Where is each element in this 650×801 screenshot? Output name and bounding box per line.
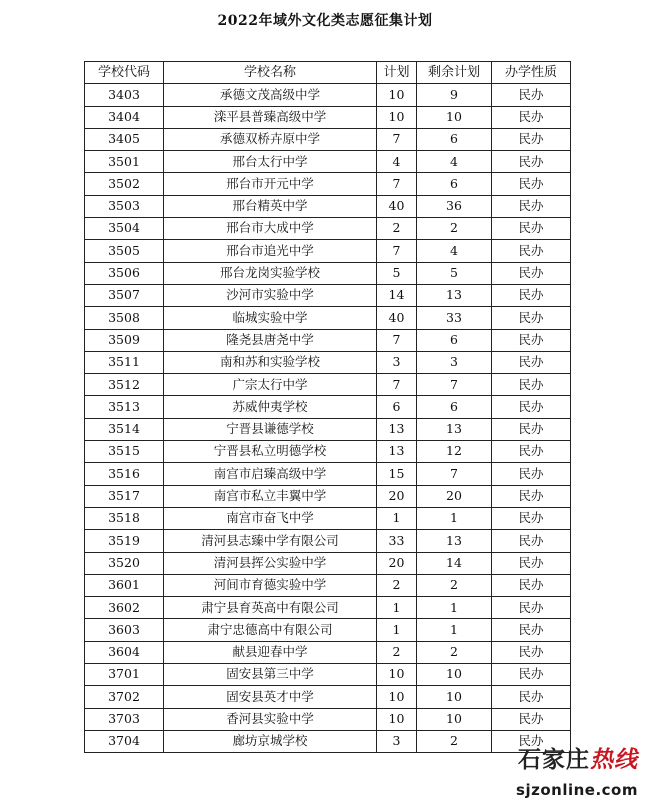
cell-remaining-plan: 1 xyxy=(417,597,492,619)
cell-school-name: 宁晋县私立明德学校 xyxy=(164,441,377,463)
cell-plan: 2 xyxy=(377,218,417,240)
table-row xyxy=(85,374,571,396)
table-row xyxy=(85,106,571,128)
cell-remaining-plan: 20 xyxy=(417,485,492,507)
cell-school-code: 3603 xyxy=(85,619,164,641)
cell-plan: 10 xyxy=(377,686,417,708)
cell-remaining-plan: 10 xyxy=(417,708,492,730)
table-row xyxy=(85,128,571,150)
cell-school-code: 3404 xyxy=(85,106,164,128)
cell-plan: 7 xyxy=(377,329,417,351)
cell-remaining-plan: 5 xyxy=(417,262,492,284)
cell-plan: 14 xyxy=(377,284,417,306)
cell-remaining-plan: 10 xyxy=(417,106,492,128)
cell-school-code: 3702 xyxy=(85,686,164,708)
cell-school-type: 民办 xyxy=(492,574,571,596)
table-header-row xyxy=(85,62,571,84)
header-school-code: 学校代码 xyxy=(85,62,164,84)
cell-school-type: 民办 xyxy=(492,708,571,730)
table-row xyxy=(85,441,571,463)
cell-plan: 20 xyxy=(377,552,417,574)
cell-remaining-plan: 2 xyxy=(417,574,492,596)
header-remaining-plan: 剩余计划 xyxy=(417,62,492,84)
cell-plan: 10 xyxy=(377,664,417,686)
table-row xyxy=(85,463,571,485)
cell-school-name: 邢台市大成中学 xyxy=(164,218,377,240)
cell-remaining-plan: 10 xyxy=(417,686,492,708)
cell-school-name: 清河县志臻中学有限公司 xyxy=(164,530,377,552)
table-row xyxy=(85,708,571,730)
cell-school-name: 肃宁忠德高中有限公司 xyxy=(164,619,377,641)
cell-school-type: 民办 xyxy=(492,730,571,752)
cell-school-name: 隆尧县唐尧中学 xyxy=(164,329,377,351)
table-row xyxy=(85,351,571,373)
cell-remaining-plan: 6 xyxy=(417,329,492,351)
cell-school-code: 3403 xyxy=(85,84,164,106)
cell-remaining-plan: 6 xyxy=(417,173,492,195)
table-row xyxy=(85,619,571,641)
cell-school-code: 3704 xyxy=(85,730,164,752)
cell-remaining-plan: 4 xyxy=(417,240,492,262)
cell-school-name: 承德文茂高级中学 xyxy=(164,84,377,106)
cell-school-name: 南宫市奋飞中学 xyxy=(164,507,377,529)
table-row xyxy=(85,84,571,106)
header-school-name: 学校名称 xyxy=(164,62,377,84)
cell-school-code: 3509 xyxy=(85,329,164,351)
cell-school-type: 民办 xyxy=(492,128,571,150)
cell-school-name: 邢台市开元中学 xyxy=(164,173,377,195)
cell-school-name: 固安县第三中学 xyxy=(164,664,377,686)
cell-school-type: 民办 xyxy=(492,240,571,262)
cell-school-type: 民办 xyxy=(492,641,571,663)
cell-school-type: 民办 xyxy=(492,485,571,507)
cell-school-code: 3516 xyxy=(85,463,164,485)
cell-plan: 2 xyxy=(377,574,417,596)
cell-school-type: 民办 xyxy=(492,441,571,463)
cell-school-name: 南宫市启臻高级中学 xyxy=(164,463,377,485)
cell-remaining-plan: 6 xyxy=(417,128,492,150)
cell-plan: 3 xyxy=(377,351,417,373)
cell-school-code: 3520 xyxy=(85,552,164,574)
cell-remaining-plan: 9 xyxy=(417,84,492,106)
cell-plan: 10 xyxy=(377,708,417,730)
cell-school-code: 3601 xyxy=(85,574,164,596)
cell-remaining-plan: 3 xyxy=(417,351,492,373)
cell-remaining-plan: 7 xyxy=(417,463,492,485)
cell-remaining-plan: 33 xyxy=(417,307,492,329)
cell-school-name: 香河县实验中学 xyxy=(164,708,377,730)
cell-plan: 7 xyxy=(377,173,417,195)
cell-remaining-plan: 14 xyxy=(417,552,492,574)
cell-school-code: 3511 xyxy=(85,351,164,373)
cell-school-name: 清河县挥公实验中学 xyxy=(164,552,377,574)
cell-school-code: 3701 xyxy=(85,664,164,686)
cell-school-name: 宁晋县谦德学校 xyxy=(164,418,377,440)
cell-school-name: 沙河市实验中学 xyxy=(164,284,377,306)
watermark-main-text: 石家庄 xyxy=(518,747,590,773)
table-row xyxy=(85,485,571,507)
cell-school-name: 临城实验中学 xyxy=(164,307,377,329)
cell-plan: 10 xyxy=(377,106,417,128)
table-row xyxy=(85,574,571,596)
cell-school-type: 民办 xyxy=(492,307,571,329)
cell-school-code: 3503 xyxy=(85,195,164,217)
cell-plan: 3 xyxy=(377,730,417,752)
cell-remaining-plan: 1 xyxy=(417,619,492,641)
cell-school-code: 3508 xyxy=(85,307,164,329)
table-row xyxy=(85,240,571,262)
cell-school-name: 献县迎春中学 xyxy=(164,641,377,663)
cell-school-type: 民办 xyxy=(492,664,571,686)
cell-plan: 4 xyxy=(377,151,417,173)
cell-plan: 1 xyxy=(377,597,417,619)
watermark-url: sjzonline.com xyxy=(516,781,638,799)
table-row xyxy=(85,597,571,619)
cell-plan: 6 xyxy=(377,396,417,418)
cell-school-code: 3505 xyxy=(85,240,164,262)
cell-school-name: 承德双桥卉原中学 xyxy=(164,128,377,150)
table-row xyxy=(85,664,571,686)
cell-school-code: 3602 xyxy=(85,597,164,619)
cell-school-type: 民办 xyxy=(492,418,571,440)
cell-school-name: 固安县英才中学 xyxy=(164,686,377,708)
cell-plan: 15 xyxy=(377,463,417,485)
table-row xyxy=(85,284,571,306)
cell-school-name: 廊坊京城学校 xyxy=(164,730,377,752)
header-school-type: 办学性质 xyxy=(492,62,571,84)
cell-school-type: 民办 xyxy=(492,597,571,619)
table-row xyxy=(85,396,571,418)
cell-school-name: 南宫市私立丰翼中学 xyxy=(164,485,377,507)
cell-school-code: 3518 xyxy=(85,507,164,529)
cell-plan: 7 xyxy=(377,128,417,150)
cell-school-name: 邢台太行中学 xyxy=(164,151,377,173)
cell-school-type: 民办 xyxy=(492,374,571,396)
table-body xyxy=(85,84,571,753)
cell-plan: 2 xyxy=(377,641,417,663)
table-row xyxy=(85,418,571,440)
cell-plan: 13 xyxy=(377,418,417,440)
cell-school-type: 民办 xyxy=(492,351,571,373)
cell-remaining-plan: 13 xyxy=(417,530,492,552)
cell-school-code: 3502 xyxy=(85,173,164,195)
header-plan: 计划 xyxy=(377,62,417,84)
enrollment-plan-table xyxy=(84,61,571,753)
cell-school-type: 民办 xyxy=(492,507,571,529)
table-row xyxy=(85,329,571,351)
cell-school-code: 3515 xyxy=(85,441,164,463)
cell-remaining-plan: 1 xyxy=(417,507,492,529)
cell-school-code: 3504 xyxy=(85,218,164,240)
page-title: 2022年域外文化类志愿征集计划 xyxy=(217,13,433,29)
cell-school-type: 民办 xyxy=(492,396,571,418)
table-row xyxy=(85,195,571,217)
cell-school-type: 民办 xyxy=(492,284,571,306)
cell-plan: 1 xyxy=(377,619,417,641)
cell-school-type: 民办 xyxy=(492,218,571,240)
cell-plan: 13 xyxy=(377,441,417,463)
cell-remaining-plan: 6 xyxy=(417,396,492,418)
cell-school-type: 民办 xyxy=(492,329,571,351)
cell-plan: 7 xyxy=(377,374,417,396)
cell-remaining-plan: 2 xyxy=(417,218,492,240)
cell-school-code: 3512 xyxy=(85,374,164,396)
cell-school-code: 3517 xyxy=(85,485,164,507)
cell-school-code: 3519 xyxy=(85,530,164,552)
cell-remaining-plan: 2 xyxy=(417,641,492,663)
table-row xyxy=(85,173,571,195)
cell-school-name: 邢台市追光中学 xyxy=(164,240,377,262)
table-row xyxy=(85,686,571,708)
watermark-accent-text: 热线 xyxy=(590,747,638,773)
cell-remaining-plan: 10 xyxy=(417,664,492,686)
cell-remaining-plan: 4 xyxy=(417,151,492,173)
cell-plan: 33 xyxy=(377,530,417,552)
table-row xyxy=(85,530,571,552)
cell-school-name: 邢台龙岗实验学校 xyxy=(164,262,377,284)
table-row xyxy=(85,552,571,574)
cell-school-code: 3703 xyxy=(85,708,164,730)
table-row xyxy=(85,218,571,240)
cell-plan: 40 xyxy=(377,195,417,217)
cell-school-type: 民办 xyxy=(492,463,571,485)
cell-school-name: 南和苏和实验学校 xyxy=(164,351,377,373)
cell-school-code: 3405 xyxy=(85,128,164,150)
cell-school-type: 民办 xyxy=(492,686,571,708)
table-row xyxy=(85,641,571,663)
cell-school-code: 3513 xyxy=(85,396,164,418)
cell-school-type: 民办 xyxy=(492,552,571,574)
cell-remaining-plan: 13 xyxy=(417,418,492,440)
cell-plan: 10 xyxy=(377,84,417,106)
cell-plan: 7 xyxy=(377,240,417,262)
cell-school-type: 民办 xyxy=(492,106,571,128)
cell-remaining-plan: 2 xyxy=(417,730,492,752)
cell-school-type: 民办 xyxy=(492,173,571,195)
cell-school-type: 民办 xyxy=(492,262,571,284)
cell-school-code: 3501 xyxy=(85,151,164,173)
cell-school-type: 民办 xyxy=(492,530,571,552)
cell-plan: 20 xyxy=(377,485,417,507)
cell-school-type: 民办 xyxy=(492,151,571,173)
cell-school-code: 3514 xyxy=(85,418,164,440)
cell-school-type: 民办 xyxy=(492,619,571,641)
cell-school-name: 滦平县普臻高级中学 xyxy=(164,106,377,128)
cell-school-code: 3506 xyxy=(85,262,164,284)
table-row xyxy=(85,507,571,529)
cell-remaining-plan: 7 xyxy=(417,374,492,396)
cell-remaining-plan: 13 xyxy=(417,284,492,306)
cell-school-code: 3507 xyxy=(85,284,164,306)
watermark-logo xyxy=(518,741,638,774)
table-row xyxy=(85,151,571,173)
cell-plan: 1 xyxy=(377,507,417,529)
cell-school-name: 河间市育德实验中学 xyxy=(164,574,377,596)
cell-plan: 40 xyxy=(377,307,417,329)
cell-school-name: 广宗太行中学 xyxy=(164,374,377,396)
cell-school-name: 肃宁县育英高中有限公司 xyxy=(164,597,377,619)
table-row xyxy=(85,307,571,329)
cell-school-code: 3604 xyxy=(85,641,164,663)
cell-remaining-plan: 12 xyxy=(417,441,492,463)
site-watermark xyxy=(466,741,644,799)
cell-school-name: 邢台精英中学 xyxy=(164,195,377,217)
cell-school-type: 民办 xyxy=(492,195,571,217)
cell-remaining-plan: 36 xyxy=(417,195,492,217)
cell-plan: 5 xyxy=(377,262,417,284)
cell-school-name: 苏威仲夷学校 xyxy=(164,396,377,418)
table-row xyxy=(85,262,571,284)
cell-school-type: 民办 xyxy=(492,84,571,106)
